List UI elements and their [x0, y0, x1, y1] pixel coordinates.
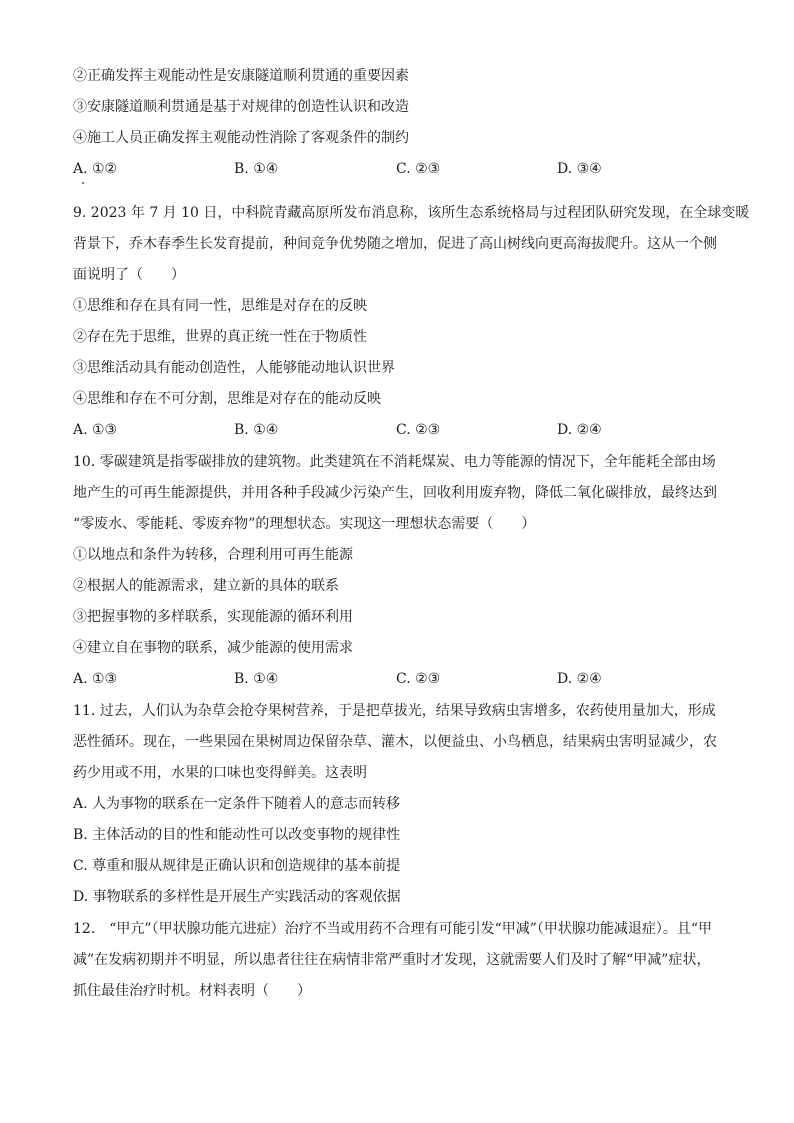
q9-stem-line-2: 背景下，乔木春季生长发育提前，种间竞争优势随之增加，促进了高山树线向更高海拔爬升。这从一个侧 — [73, 236, 717, 252]
q10-option-a: A. ①③ — [73, 671, 118, 687]
q9-item-1: ①思维和存在具有同一性，思维是对存在的反映 — [73, 298, 367, 314]
q10-item-4: ④建立自在事物的联系，减少能源的使用需求 — [73, 640, 353, 656]
q11-stem-line-3: 药少用或不用，水果的口味也变得鲜美。这表明 — [73, 765, 367, 781]
q8-item-4: ④施工人员正确发挥主观能动性消除了客观条件的制约 — [73, 130, 409, 146]
stray-mark — [82, 182, 84, 184]
q11-option-b: B. 主体活动的目的性和能动性可以改变事物的规律性 — [73, 827, 401, 843]
q8-item-2: ②正确发挥主观能动性是安康隧道顺利贯通的重要因素 — [73, 68, 409, 84]
q9-option-d: D. ②④ — [557, 422, 602, 438]
q9-option-b: B. ①④ — [234, 422, 279, 438]
q9-option-a: A. ①③ — [73, 422, 118, 438]
q8-option-a: A. ①② — [73, 161, 118, 177]
q11-stem-line-1: 11. 过去，人们认为杂草会抢夺果树营养，于是把草拔光，结果导致病虫害增多，农药使用量加大，形成 — [73, 703, 716, 719]
q9-item-4: ④思维和存在不可分割，思维是对存在的能动反映 — [73, 391, 381, 407]
q9-stem-line-3: 面说明了（ ） — [73, 267, 185, 283]
q9-option-c: C. ②③ — [396, 422, 441, 438]
q12-stem-line-2: 减”在发病初期并不明显，所以患者往往在病情非常严重时才发现，这就需要人们及时了解“甲减”症状， — [73, 952, 711, 968]
q8-option-c: C. ②③ — [396, 161, 441, 177]
q10-option-c: C. ②③ — [396, 671, 441, 687]
q10-item-2: ②根据人的能源需求，建立新的具体的联系 — [73, 578, 339, 594]
q11-option-d: D. 事物联系的多样性是开展生产实践活动的客观依据 — [73, 889, 401, 905]
q10-stem-line-1: 10. 零碳建筑是指零碳排放的建筑物。此类建筑在不消耗煤炭、电力等能源的情况下，全年能耗全部由场 — [73, 454, 716, 470]
q11-stem-line-2: 恶性循环。现在，一些果园在果树周边保留杂草、灌木，以便益虫、小鸟栖息，结果病虫害明显减少，农 — [73, 734, 717, 750]
q8-option-d: D. ③④ — [557, 161, 602, 177]
q9-item-3: ③思维活动具有能动创造性，人能够能动地认识世界 — [73, 360, 395, 376]
q10-stem-line-3: “零废水、零能耗、零废弃物”的理想状态。实现这一理想状态需要（ ） — [73, 516, 536, 532]
q10-option-d: D. ②④ — [557, 671, 602, 687]
q10-stem-line-2: 地产生的可再生能源提供，并用各种手段减少污染产生，回收利用废弃物，降低二氧化碳排放，最终达到 — [73, 485, 717, 501]
q8-item-3: ③安康隧道顺利贯通是基于对规律的创造性认识和改造 — [73, 99, 409, 115]
q9-stem-line-1: 9. 2023 年 7 月 10 日，中科院青藏高原所发布消息称，该所生态系统格局与过程团队研究发现，在全球变暖 — [73, 205, 750, 221]
q10-option-b: B. ①④ — [234, 671, 279, 687]
q11-option-a: A. 人为事物的联系在一定条件下随着人的意志而转移 — [73, 796, 401, 812]
q10-item-3: ③把握事物的多样联系，实现能源的循环利用 — [73, 609, 353, 625]
q12-stem-line-3: 抓住最佳治疗时机。材料表明（ ） — [73, 983, 311, 999]
q9-item-2: ②存在先于思维，世界的真正统一性在于物质性 — [73, 329, 367, 345]
q11-option-c: C. 尊重和服从规律是正确认识和创造规律的基本前提 — [73, 858, 401, 874]
q12-stem-line-1: 12. “甲亢”（甲状腺功能亢进症）治疗不当或用药不合理有可能引发“甲减”（甲状腺功能减退症）。且“甲 — [73, 921, 713, 937]
q8-option-b: B. ①④ — [234, 161, 279, 177]
q10-item-1: ①以地点和条件为转移，合理利用可再生能源 — [73, 547, 353, 563]
